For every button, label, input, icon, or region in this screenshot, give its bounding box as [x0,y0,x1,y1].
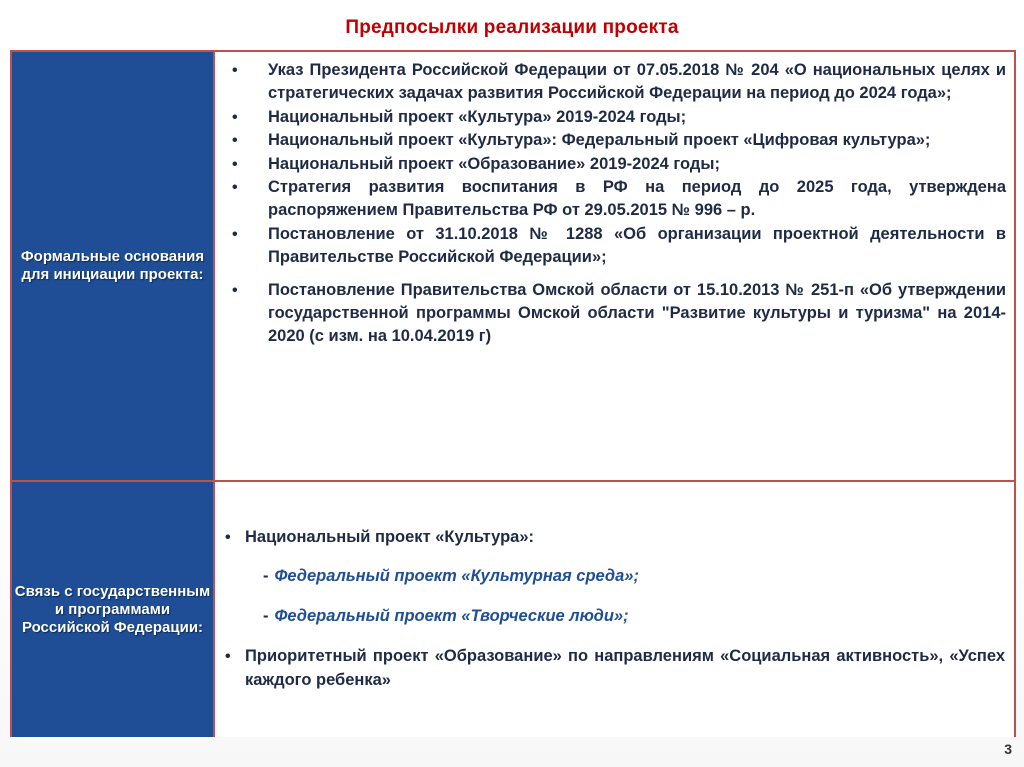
content-table [10,50,1016,737]
list-item: • Национальный проект «Культура»: [225,526,1005,549]
row-label: Формальные основания для инициации проекта: [20,248,205,283]
list-item: • Постановление Правительства Омской области от 15.10.2013 № 251-п «Об утверждении государственной программы Омской области "Развитие культуры и туризма" на 2014-2020 (с изм. на 10.04.2019 г) [232,280,1006,346]
row-label: Связь с государственным и программами Российской Федерации: [14,582,211,636]
row-label-cell [12,482,215,737]
table-row-formal-grounds [12,52,1014,480]
table-row-state-programs [12,480,1014,737]
bullet-icon: • [232,225,238,243]
list-item: • Приоритетный проект «Образование» по направлениям «Социальная активность», «Успех каждого ребенка» [225,647,1005,689]
bullet-icon: • [232,155,238,173]
list-item: • Указ Президента Российской Федерации от 07.05.2018 № 204 «О национальных целях и стратегических задачах развития Российской Федерации на период до 2024 года»; [232,61,1006,103]
bullet-icon: • [232,132,238,150]
dash-icon: - [263,567,269,586]
bullet-icon: • [232,108,238,126]
page-number: 3 [1004,741,1012,757]
row-label-cell [12,52,215,480]
row-content-cell [215,482,1014,737]
formal-grounds-list [232,59,1006,349]
list-item: • Национальный проект «Культура» 2019-2024 годы; [232,106,1006,129]
sub-list-item: - Федеральный проект «Творческие люди»; [263,606,629,625]
slide-title: Предпосылки реализации проекта [345,17,679,38]
list-item: • Постановление от 31.10.2018 № 1288 «Об организации проектной деятельности в Правительстве Российской Федерации»; [232,224,1006,267]
bullet-icon: • [232,62,238,79]
bullet-icon: • [225,648,231,666]
list-item: • Стратегия развития воспитания в РФ на период до 2025 года, утверждена распоряжением Правительства РФ от 29.05.2015 № 996 – р. [232,178,1006,220]
dash-icon: - [263,606,269,625]
bullet-icon: • [232,281,238,299]
bullet-icon: • [232,179,238,197]
bullet-icon: • [225,529,231,546]
row-content-cell [215,52,1014,480]
list-item: • Национальный проект «Образование» 2019-2024 годы; [232,153,1006,176]
state-programs-list [225,526,1005,692]
sub-list-item: - Федеральный проект «Культурная среда»; [263,567,639,586]
list-item: • Национальный проект «Культура»: Федеральный проект «Цифровая культура»; [232,129,1006,152]
